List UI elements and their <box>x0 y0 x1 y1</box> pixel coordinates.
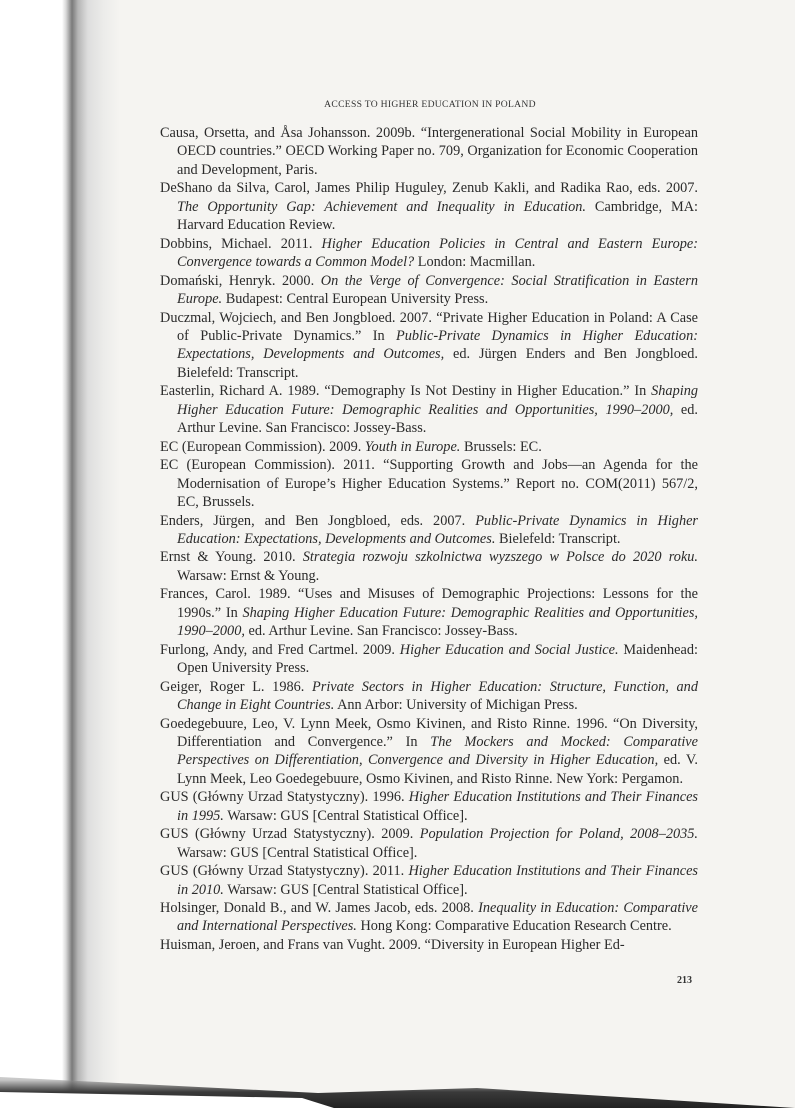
reference-entry: EC (European Commission). 2011. “Supporting Growth and Jobs—an Agenda for the Modernisation of Europe’s Higher Education Systems.” Report no. COM(2011) 567/2, EC, Brussels. <box>160 457 698 511</box>
reference-entry: Goedegebuure, Leo, V. Lynn Meek, Osmo Kivinen, and Risto Rinne. 1996. “On Diversity, Differentiation and Convergence.” In The Mockers and Mocked: Comparative Perspectives on Differentiation, Convergence and Diversity in Higher Education, ed. V. Lynn Meek, Leo Goedegebuure, Osmo Kivinen, and Risto Rinne. New York: Pergamon. <box>160 715 698 787</box>
running-head: ACCESS TO HIGHER EDUCATION IN POLAND <box>324 99 536 110</box>
reference-entry: GUS (Główny Urzad Statystyczny). 1996. Higher Education Institutions and Their Finances in 1995. Warsaw: GUS [Central Statistical Office]. <box>160 789 698 824</box>
reference-entry: Frances, Carol. 1989. “Uses and Misuses of Demographic Projections: Lessons for the 1990s.” In Shaping Higher Education Future: Demographic Realities and Opportunities, 1990–2000, ed. Arthur Levine. San Francisco: Jossey-Bass. <box>160 586 698 640</box>
reference-entry: Enders, Jürgen, and Ben Jongbloed, eds. 2007. Public-Private Dynamics in Higher Education: Expectations, Developments and Outcomes. Bielefeld: Transcript. <box>160 512 698 547</box>
reference-entry: Domański, Henryk. 2000. On the Verge of Convergence: Social Stratification in Eastern Europe. Budapest: Central European University Press. <box>160 272 698 308</box>
reference-entry: Furlong, Andy, and Fred Cartmel. 2009. Higher Education and Social Justice. Maidenhead: Open University Press. <box>160 641 698 677</box>
reference-entry: Holsinger, Donald B., and W. James Jacob, eds. 2008. Inequality in Education: Comparative and International Perspectives. Hong Kong: Comparative Education Research Centre. <box>160 900 698 935</box>
reference-entry: DeShano da Silva, Carol, James Philip Huguley, Zenub Kakli, and Radika Rao, eds. 2007. The Opportunity Gap: Achievement and Inequality in Education. Cambridge, MA: Harvard Education Review. <box>160 180 698 234</box>
reference-entry: Easterlin, Richard A. 1989. “Demography Is Not Destiny in Higher Education.” In Shaping Higher Education Future: Demographic Realities and Opportunities, 1990–2000, ed. Arthur Levine. San Francisco: Jossey-Bass. <box>160 383 698 437</box>
reference-entry: Huisman, Jeroen, and Frans van Vught. 2009. “Diversity in European Higher Ed- <box>160 936 625 953</box>
reference-entry: Ernst & Young. 2010. Strategia rozwoju szkolnictwa wyzszego w Polsce do 2020 roku. Warsaw: Ernst & Young. <box>160 549 699 584</box>
page-number: 213 <box>677 975 692 986</box>
book-spine-shadow <box>0 0 120 1108</box>
reference-entry: Dobbins, Michael. 2011. Higher Education Policies in Central and Eastern Europe: Convergence towards a Common Model? London: Macmillan. <box>160 235 698 271</box>
reference-entry: EC (European Commission). 2009. Youth in Europe. Brussels: EC. <box>160 438 542 455</box>
reference-list <box>160 124 698 954</box>
reference-entry: Duczmal, Wojciech, and Ben Jongbloed. 2007. “Private Higher Education in Poland: A Case of Public-Private Dynamics.” In Public-Private Dynamics in Higher Education: Expectations, Developments and Outcomes, ed. Jürgen Enders and Ben Jongbloed. Bielefeld: Transcript. <box>160 309 698 381</box>
reference-entry: GUS (Główny Urzad Statystyczny). 2011. Higher Education Institutions and Their Finances in 2010. Warsaw: GUS [Central Statistical Office]. <box>160 863 698 898</box>
reference-entry: Geiger, Roger L. 1986. Private Sectors in Higher Education: Structure, Function, and Change in Eight Countries. Ann Arbor: University of Michigan Press. <box>160 678 698 714</box>
reference-entry: GUS (Główny Urzad Statystyczny). 2009. Population Projection for Poland, 2008–2035. Warsaw: GUS [Central Statistical Office]. <box>160 826 699 861</box>
reference-entry: Causa, Orsetta, and Åsa Johansson. 2009b. “Intergenerational Social Mobility in European OECD countries.” OECD Working Paper no. 709, Organization for Economic Cooperation and Development, Paris. <box>160 125 698 178</box>
